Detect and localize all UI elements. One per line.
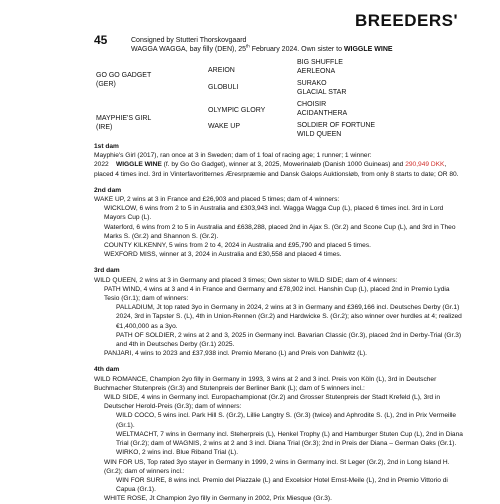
fourth-dam-wildromance: WILD ROMANCE, Champion 2yo filly in Germany in 1993, 3 wins at 2 and 3 incl. Preis von Köln (L), 3rd in Deutscher Buchmacher Stutenpreis (Gr.3) and Stutenpreis der Berliner Bank (L); dam of 5 winners incl.: (94, 375, 437, 392)
pedigree-sire: GO GO GADGET (GER) (96, 72, 152, 88)
pedigree-dd-sire: SOLDIER OF FORTUNE WILD QUEEN (297, 122, 376, 138)
third-dam-heading: 3rd dam (94, 267, 120, 275)
third-dam-palladium: PALLADIUM, Jt top rated 3yo in Germany in 2024, 2 wins at 3 in Germany and £369,166 incl. Deutsches Derby (Gr.1) 2024, 3rd in Tapster S. (L), 4th in Union-Rennen (Gr.2) and Hardwicke S. (Gr.2); also winner over hurdles at 4; realized €1,400,000 as a 3yo. (116, 304, 462, 330)
pedigree-sire-dam: GLOBULI (208, 84, 239, 91)
fourth-dam-winforsure: WIN FOR SURE, 8 wins incl. Premio del Piazzale (L) and Excelsior Hotel Ernst-Meile (L), 2nd in Premio Vittorio di Capua (Gr.1). (116, 476, 448, 494)
second-dam-heading: 2nd dam (94, 186, 122, 194)
fourth-dam-winforus: WIN FOR US, Top rated 3yo stayer in Germany in 1999, 2 wins in Germany incl. St Leger (Gr.2), 2nd in Long Island H. (Gr.2); dam of winners incl.: (104, 458, 450, 475)
first-dam-winner: 2022 WIGGLE WINE (f. by Go Go Gadget), winner at 3, 2025, Mowerinaløb (Danish 1000 Guineas) and 290,949 DKK, placed 4 times incl. 3rd in Vinterfavoritternes Æresrpræmie and Dansk Galops Auktionsløb, from only 8 starts to date; OR 80. (94, 161, 459, 178)
third-dam-pathsoldier: PATH OF SOLDIER, 2 wins at 2 and 3, 2025 in Germany incl. Bavarian Classic (Gr.3), placed 2nd in Derby-Trial (Gr.3) and 4th in Deutsches Derby (Gr.1) 2025. (116, 331, 462, 349)
pedigree-ss-sire: BIG SHUFFLE AERLEONA (297, 59, 343, 75)
third-dam-panjari: PANJARI, 4 wins to 2023 and £37,938 incl. Premio Merano (L) and Preis von Dahlwitz (L). (104, 350, 368, 358)
second-dam-wicklow: WICKLOW, 6 wins from 2 to 5 in Australia and £303,943 incl. Wagga Wagga Cup (L), placed 6 times incl. 3rd in Lord Mayors Cup (L). (104, 205, 444, 222)
fourth-dam-weltmacht: WELTMACHT, 7 wins in Germany incl. Steherpreis (L), Henkel Trophy (L) and Hamburger Stuten Cup (L), 2nd in Diana Trial (Gr.2); dam of WAGNIS, 2 wins at 2 and 3 incl. Diana Trial (Gr.3); 2nd in Preis der Diana – German Oaks (Gr.1). WIRKO, 2 wins incl. Blue Riband Trial (L). (116, 430, 463, 457)
third-dam-text: WILD QUEEN, 2 wins at 3 in Germany and placed 3 times; Own sister to WILD SIDE; dam of 4 winners: (94, 276, 398, 284)
pedigree-dam-sire: OLYMPIC GLORY (208, 107, 266, 114)
pedigree-sire-sire: AREION (208, 67, 235, 74)
first-dam-heading: 1st dam (94, 143, 119, 150)
fourth-dam-wildside: WILD SIDE, 4 wins in Germany incl. Europachampionat (Gr.2) and Grosser Stutenpreis der Stadt Krefeld (L), 3rd in Deutscher Herold-Preis (Gr.3); dam of winners: (104, 394, 441, 411)
second-dam-text: WAKE UP, 2 wins at 3 in France and £26,903 and placed 5 times; dam of 4 winners: (94, 196, 340, 204)
third-dam-pathwind: PATH WIND, 4 wins at 3 and 4 in France and Germany and £78,902 incl. Hanshin Cup (L), placed 2nd in Premio Lydia Tesio (Gr.1); dam of winners: (104, 285, 450, 303)
pedigree-sd-sire: SURAKO GLACIAL STAR (297, 80, 347, 96)
brand-logo: BREEDERS' (355, 11, 459, 30)
fourth-dam-heading: 4th dam (94, 366, 120, 374)
consignor-block (131, 36, 393, 54)
pedigree-dam-dam: WAKE UP (208, 123, 241, 130)
horse-line: WAGGA WAGGA, bay filly (DEN), 25th February 2024. Own sister to WIGGLE WINE (131, 43, 393, 53)
pedigree-ds-sire: CHOISIR ACIDANTHERA (297, 101, 348, 117)
second-dam-waterford: Waterford, 6 wins from 2 to 5 in Australia and £638,288, placed 2nd in Ajax S. (Gr.2) and Scone Cup (L), and 3rd in Theo Marks S. (Gr.2) and Shannon S. (Gr.2). (104, 223, 456, 240)
fourth-dam-wildcoco: WILD COCO, 5 wins incl. Park Hill S. (Gr.2), Lillie Langtry S. (Gr.3) (twice) and Aphrodite S. (L), 2nd in Prix Vermeille (Gr.1). (116, 412, 457, 429)
fourth-dam-whiterose: WHITE ROSE, Jt Champion 2yo filly in Germany in 2002, Prix Miesque (Gr.3). (104, 495, 332, 503)
catalogue-body (94, 142, 464, 504)
lot-number: 45 (94, 33, 108, 47)
second-dam-county: COUNTY KILKENNY, 5 wins from 2 to 4, 2024 in Australia and £95,790 and placed 5 times. (104, 242, 371, 250)
first-dam-text: Mayphie's Girl (2017), ran once at 3 in Sweden; dam of 1 foal of racing age; 1 runner; 1 winner: (94, 152, 372, 160)
consignor: Consigned by Stutteri Thorskovgaard (131, 37, 247, 44)
second-dam-wexford: WEXFORD MISS, winner at 3, 2024 in Australia and £30,558 and placed 4 times. (104, 251, 342, 259)
pedigree-dam: MAYPHIE'S GIRL (IRE) (96, 115, 152, 131)
